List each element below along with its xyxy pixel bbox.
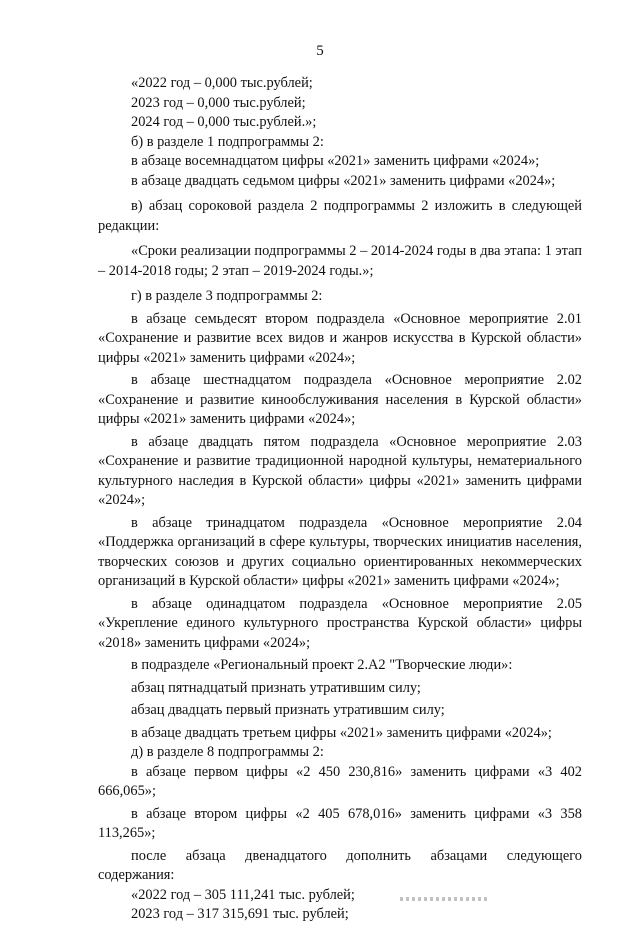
scan-artifact — [400, 897, 490, 901]
paragraph: в абзаце первом цифры «2 450 230,816» заменить цифрами «3 402 666,065»; — [98, 763, 582, 799]
paragraph: в абзаце двадцать пятом подраздела «Основное мероприятие 2.03 «Сохранение и развитие традиционной народной культуры, нематериального культурного наследия в Курской области» цифры «2021» заменить цифрами «2024»; — [98, 433, 582, 508]
text-line: абзац пятнадцатый признать утратившим силу; — [131, 679, 421, 696]
text-line: «2022 год – 305 111,241 тыс. рублей; — [131, 886, 355, 903]
paragraph: «Сроки реализации подпрограммы 2 – 2014-2024 годы в два этапа: 1 этап – 2014-2018 годы; 2 этап – 2019-2024 годы.»; — [98, 243, 582, 279]
text-line: д) в разделе 8 подпрограммы 2: — [131, 744, 324, 760]
paragraph: в абзаце семьдесят втором подраздела «Основное мероприятие 2.01 «Сохранение и развитие всех видов и жанров искусства в Курской области» цифры «2021» заменить цифрами «2024»; — [98, 310, 582, 366]
paragraph: в) абзац сороковой раздела 2 подпрограммы 2 изложить в следующей редакции: — [98, 198, 582, 234]
text-line: в подразделе «Региональный проект 2.А2 "Творческие люди»: — [131, 657, 513, 673]
text-line: г) в разделе 3 подпрограммы 2: — [131, 288, 323, 304]
paragraph: в абзаце тринадцатом подраздела «Основное мероприятие 2.04 «Поддержка организаций в сфере культуры, творческих инициатив населения, творческих союзов и других социально ориентированных некоммерческих организаций в Курской области» цифры «2021» заменить цифрами «2024»; — [98, 514, 582, 589]
document-body — [98, 74, 582, 925]
text-line: в абзаце двадцать седьмом цифры «2021» заменить цифрами «2024»; — [131, 172, 556, 189]
text-line: 2023 год – 0,000 тыс.рублей; — [131, 94, 306, 111]
paragraph: после абзаца двенадцатого дополнить абзацами следующего содержания: — [98, 847, 582, 883]
text-line: в абзаце восемнадцатом цифры «2021» заменить цифрами «2024»; — [131, 153, 540, 169]
text-line: 2023 год – 317 315,691 тыс. рублей; — [131, 906, 349, 922]
text-line: «2022 год – 0,000 тыс.рублей; — [131, 75, 313, 91]
paragraph: в абзаце втором цифры «2 405 678,016» заменить цифрами «3 358 113,265»; — [98, 805, 582, 841]
text-line: б) в разделе 1 подпрограммы 2: — [131, 133, 324, 150]
page-number: 5 — [316, 43, 324, 59]
paragraph: в абзаце шестнадцатом подраздела «Основное мероприятие 2.02 «Сохранение и развитие кинообслуживания населения в Курской области» цифры «2021» заменить цифрами «2024»; — [98, 372, 582, 427]
paragraph: в абзаце одинадцатом подраздела «Основное мероприятие 2.05 «Укрепление единого культурного пространства Курской области» цифры «2018» заменить цифрами «2024»; — [98, 595, 582, 651]
text-line: в абзаце двадцать третьем цифры «2021» заменить цифрами «2024»; — [131, 724, 552, 741]
text-line: 2024 год – 0,000 тыс.рублей.»; — [131, 114, 317, 130]
text-line: абзац двадцать первый признать утратившим силу; — [131, 702, 445, 718]
